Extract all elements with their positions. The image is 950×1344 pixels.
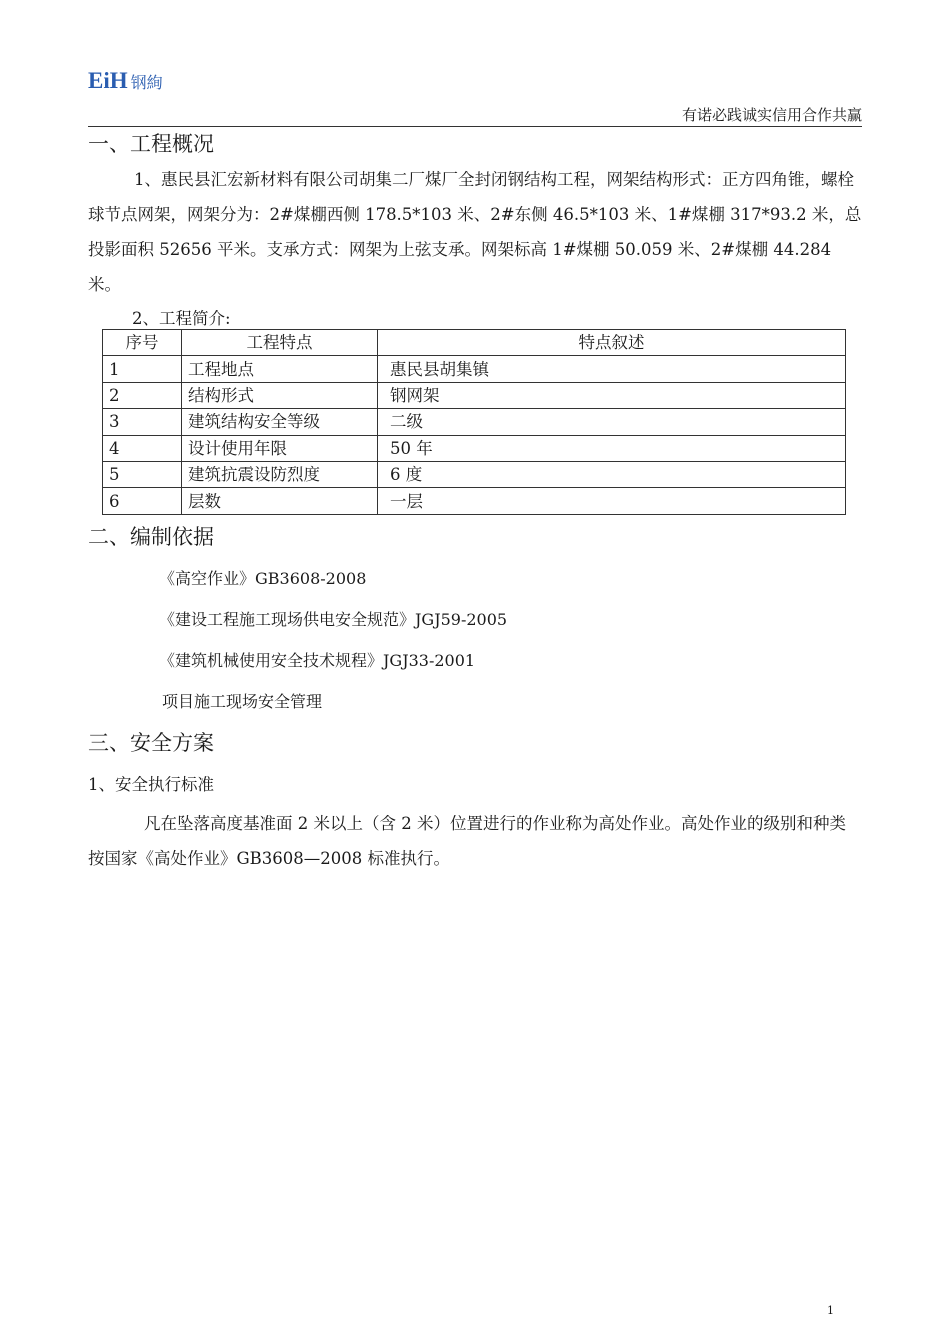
section2-title: 二、编制依据 [88, 525, 214, 549]
section3-title: 三、安全方案 [88, 731, 214, 755]
logo-mark: EiH [88, 68, 128, 93]
table-cell: 建筑抗震设防烈度 [182, 461, 378, 487]
table-cell: 50 年 [378, 435, 846, 461]
reference-item: 《建设工程施工现场供电安全规范》JGJ59-2005 [159, 610, 508, 629]
table-cell: 钢网架 [378, 382, 846, 408]
table-row [103, 382, 846, 408]
table-cell: 建筑结构安全等级 [182, 409, 378, 435]
page-number: 1 [827, 1304, 834, 1317]
table-cell: 一层 [378, 488, 846, 514]
table-cell: 5 [103, 461, 182, 487]
table-cell: 设计使用年限 [182, 435, 378, 461]
reference-item: 《建筑机械使用安全技术规程》JGJ33-2001 [159, 651, 476, 670]
header-divider [88, 126, 862, 127]
table-cell: 工程地点 [182, 356, 378, 382]
project-info-table [102, 329, 846, 515]
table-cell: 1 [103, 356, 182, 382]
header-slogan: 有诺必践诚实信用合作共赢 [681, 106, 862, 124]
section3-subtitle: 1、安全执行标准 [88, 775, 214, 794]
table-row [103, 356, 846, 382]
table-cell: 惠民县胡集镇 [378, 356, 846, 382]
logo-text: 钢絢 [130, 73, 163, 92]
table-row [103, 435, 846, 461]
table-cell: 2 [103, 382, 182, 408]
table-row [103, 461, 846, 487]
table-header-cell: 序号 [103, 330, 182, 356]
table-cell: 结构形式 [182, 382, 378, 408]
company-logo [88, 68, 163, 94]
table-cell: 6 度 [378, 461, 846, 487]
section1-subtitle: 2、工程简介: [132, 309, 231, 328]
table-header-cell: 工程特点 [182, 330, 378, 356]
section1-title: 一、工程概况 [88, 132, 214, 156]
table-row [103, 488, 846, 514]
reference-item: 《高空作业》GB3608-2008 [159, 569, 367, 588]
table-cell: 4 [103, 435, 182, 461]
table-header-cell: 特点叙述 [378, 330, 846, 356]
table-cell: 3 [103, 409, 182, 435]
section1-paragraph: 1、惠民县汇宏新材料有限公司胡集二厂煤厂全封闭钢结构工程，网架结构形式：正方四角锥，螺栓球节点网架，网架分为：2#煤棚西侧 178.5*103 米、2#东侧 46.5*103 米、1#煤棚 317*93.2 米，总投影面积 52656 平米。支承方式：网架为上弦支承。网架标高 1#煤棚 50.059 米、2#煤棚 44.284 米。 [88, 170, 862, 294]
table-cell: 二级 [378, 409, 846, 435]
reference-item: 项目施工现场安全管理 [162, 692, 323, 711]
table-cell: 6 [103, 488, 182, 514]
table-cell: 层数 [182, 488, 378, 514]
table-row [103, 409, 846, 435]
section3-paragraph: 凡在坠落高度基准面 2 米以上（含 2 米）位置进行的作业称为高处作业。高处作业的级别和种类按国家《高处作业》GB3608—2008 标准执行。 [88, 814, 846, 868]
table-header-row [103, 330, 846, 356]
